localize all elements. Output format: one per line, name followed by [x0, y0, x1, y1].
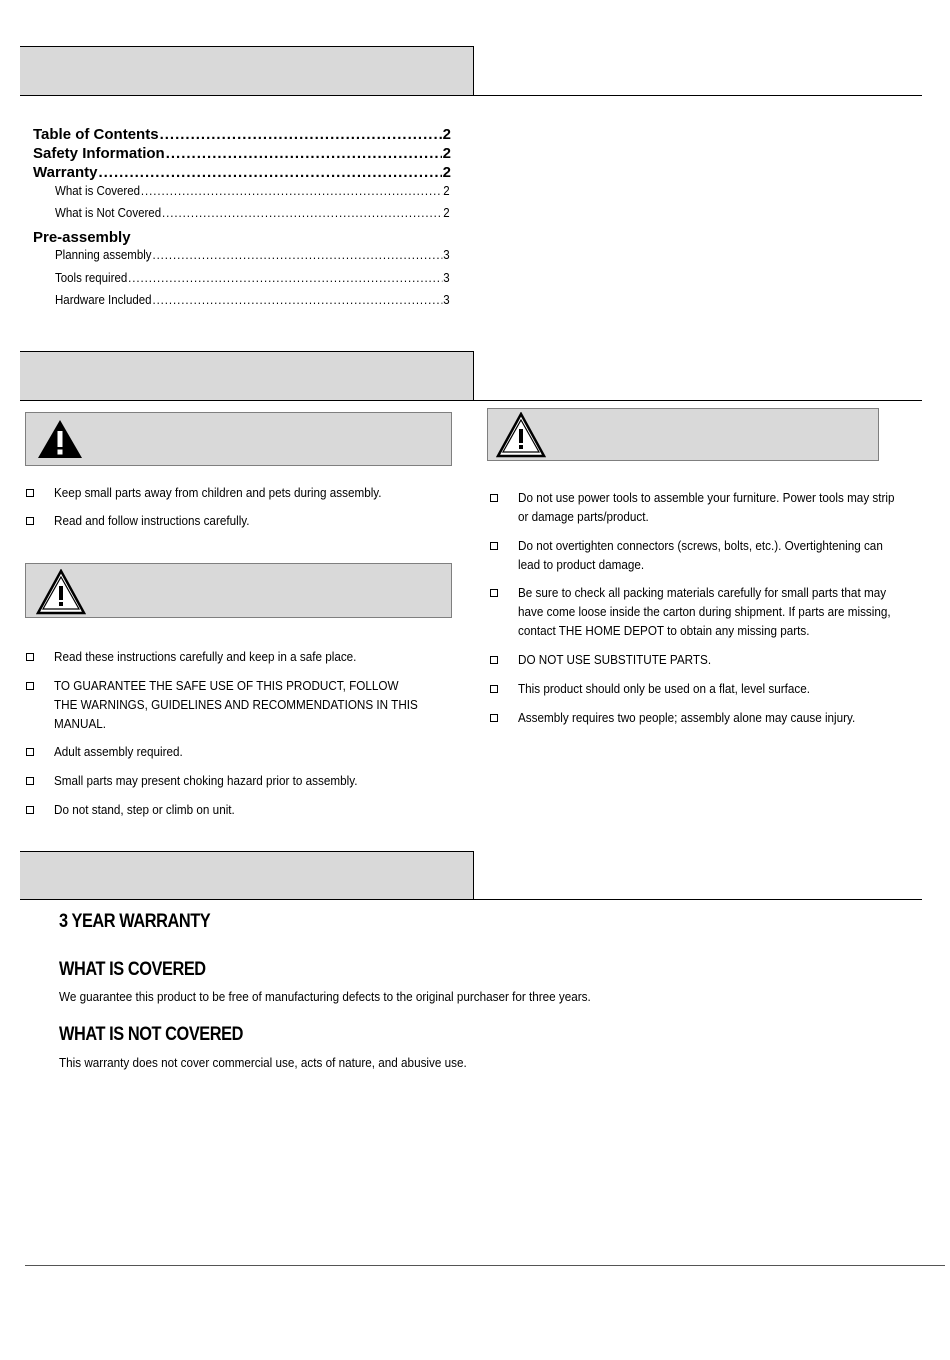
safety-bullet: Read these instructions carefully and keep in a safe place. [26, 647, 456, 666]
warranty-covered-text: We guarantee this product to be free of manufacturing defects to the original purchaser for three years. [59, 989, 591, 1004]
bullet-box [26, 489, 34, 497]
warranty-title: 3 YEAR WARRANTY [59, 911, 211, 932]
safety-bullet: Adult assembly required. [26, 742, 456, 761]
toc-subentry[interactable]: Planning assembly ..... 3 [55, 248, 450, 262]
footer-rule [25, 1265, 945, 1266]
bullet-box [26, 777, 34, 785]
bullet-box [490, 656, 498, 664]
bullet-box [490, 542, 498, 550]
safety-bullet: DO NOT USE SUBSTITUTE PARTS. [490, 650, 945, 669]
warranty-not-covered-text: This warranty does not cover commercial use, acts of nature, and abusive use. [59, 1055, 467, 1070]
bullet-box [490, 685, 498, 693]
bullet-box [490, 494, 498, 502]
section-header-rule [20, 899, 922, 900]
safety-bullet: Do not stand, step or climb on unit. [26, 800, 456, 819]
safety-bullet: Assembly requires two people; assembly alone may cause injury. [490, 708, 945, 727]
section-header-rule [20, 95, 922, 96]
toc-entry[interactable]: Table of Contents ..... 2 [33, 126, 451, 143]
section-header-divider [473, 351, 474, 400]
warranty-not-covered-heading: WHAT IS NOT COVERED [59, 1024, 243, 1045]
safety-bullet: Do not overtighten connectors (screws, bolts, etc.). Overtightening can lead to product damage. [490, 536, 945, 574]
safety-bullet: Keep small parts away from children and pets during assembly. [26, 483, 456, 502]
toc-subentry[interactable]: What is Covered ..... 2 [55, 184, 450, 198]
caution-triangle-icon [36, 569, 86, 615]
caution-box [487, 408, 879, 461]
bullet-box [26, 682, 34, 690]
bullet-box [26, 748, 34, 756]
safety-bullet: This product should only be used on a flat, level surface. [490, 679, 945, 698]
safety-bullet: Do not use power tools to assemble your furniture. Power tools may strip or damage parts/product. [490, 488, 945, 526]
section-header-divider [473, 46, 474, 95]
section-header-bar [20, 351, 474, 401]
safety-bullet: Small parts may present choking hazard prior to assembly. [26, 771, 456, 790]
toc-entry[interactable]: Safety Information ..... 2 [33, 145, 451, 162]
warning-box [25, 412, 452, 466]
section-header-rule [20, 400, 922, 401]
caution-box [25, 563, 452, 618]
toc-heading-pre-assembly: Pre-assembly [33, 229, 131, 246]
caution-triangle-icon [496, 412, 546, 458]
bullet-box [490, 714, 498, 722]
section-header-divider [473, 851, 474, 899]
warning-triangle-icon [36, 418, 84, 460]
section-header-bar [20, 851, 474, 900]
bullet-box [26, 653, 34, 661]
safety-bullet: TO GUARANTEE THE SAFE USE OF THIS PRODUCT, FOLLOW THE WARNINGS, GUIDELINES AND RECOMMENDATIONS IN THIS MANUAL. [26, 676, 466, 733]
section-header-bar [20, 46, 474, 96]
safety-bullet: Read and follow instructions carefully. [26, 511, 456, 530]
warranty-covered-heading: WHAT IS COVERED [59, 959, 206, 980]
toc-subentry[interactable]: Tools required ..... 3 [55, 271, 450, 285]
safety-bullet: Be sure to check all packing materials carefully for small parts that may have come loose inside the carton during shipment. If parts are missing, contact THE HOME DEPOT to obtain any missing parts. [490, 583, 945, 640]
toc-subentry[interactable]: What is Not Covered ..... 2 [55, 206, 450, 220]
bullet-box [26, 806, 34, 814]
bullet-box [490, 589, 498, 597]
toc-entry[interactable]: Warranty ..... 2 [33, 164, 451, 181]
toc-subentry[interactable]: Hardware Included ..... 3 [55, 293, 450, 307]
bullet-box [26, 517, 34, 525]
